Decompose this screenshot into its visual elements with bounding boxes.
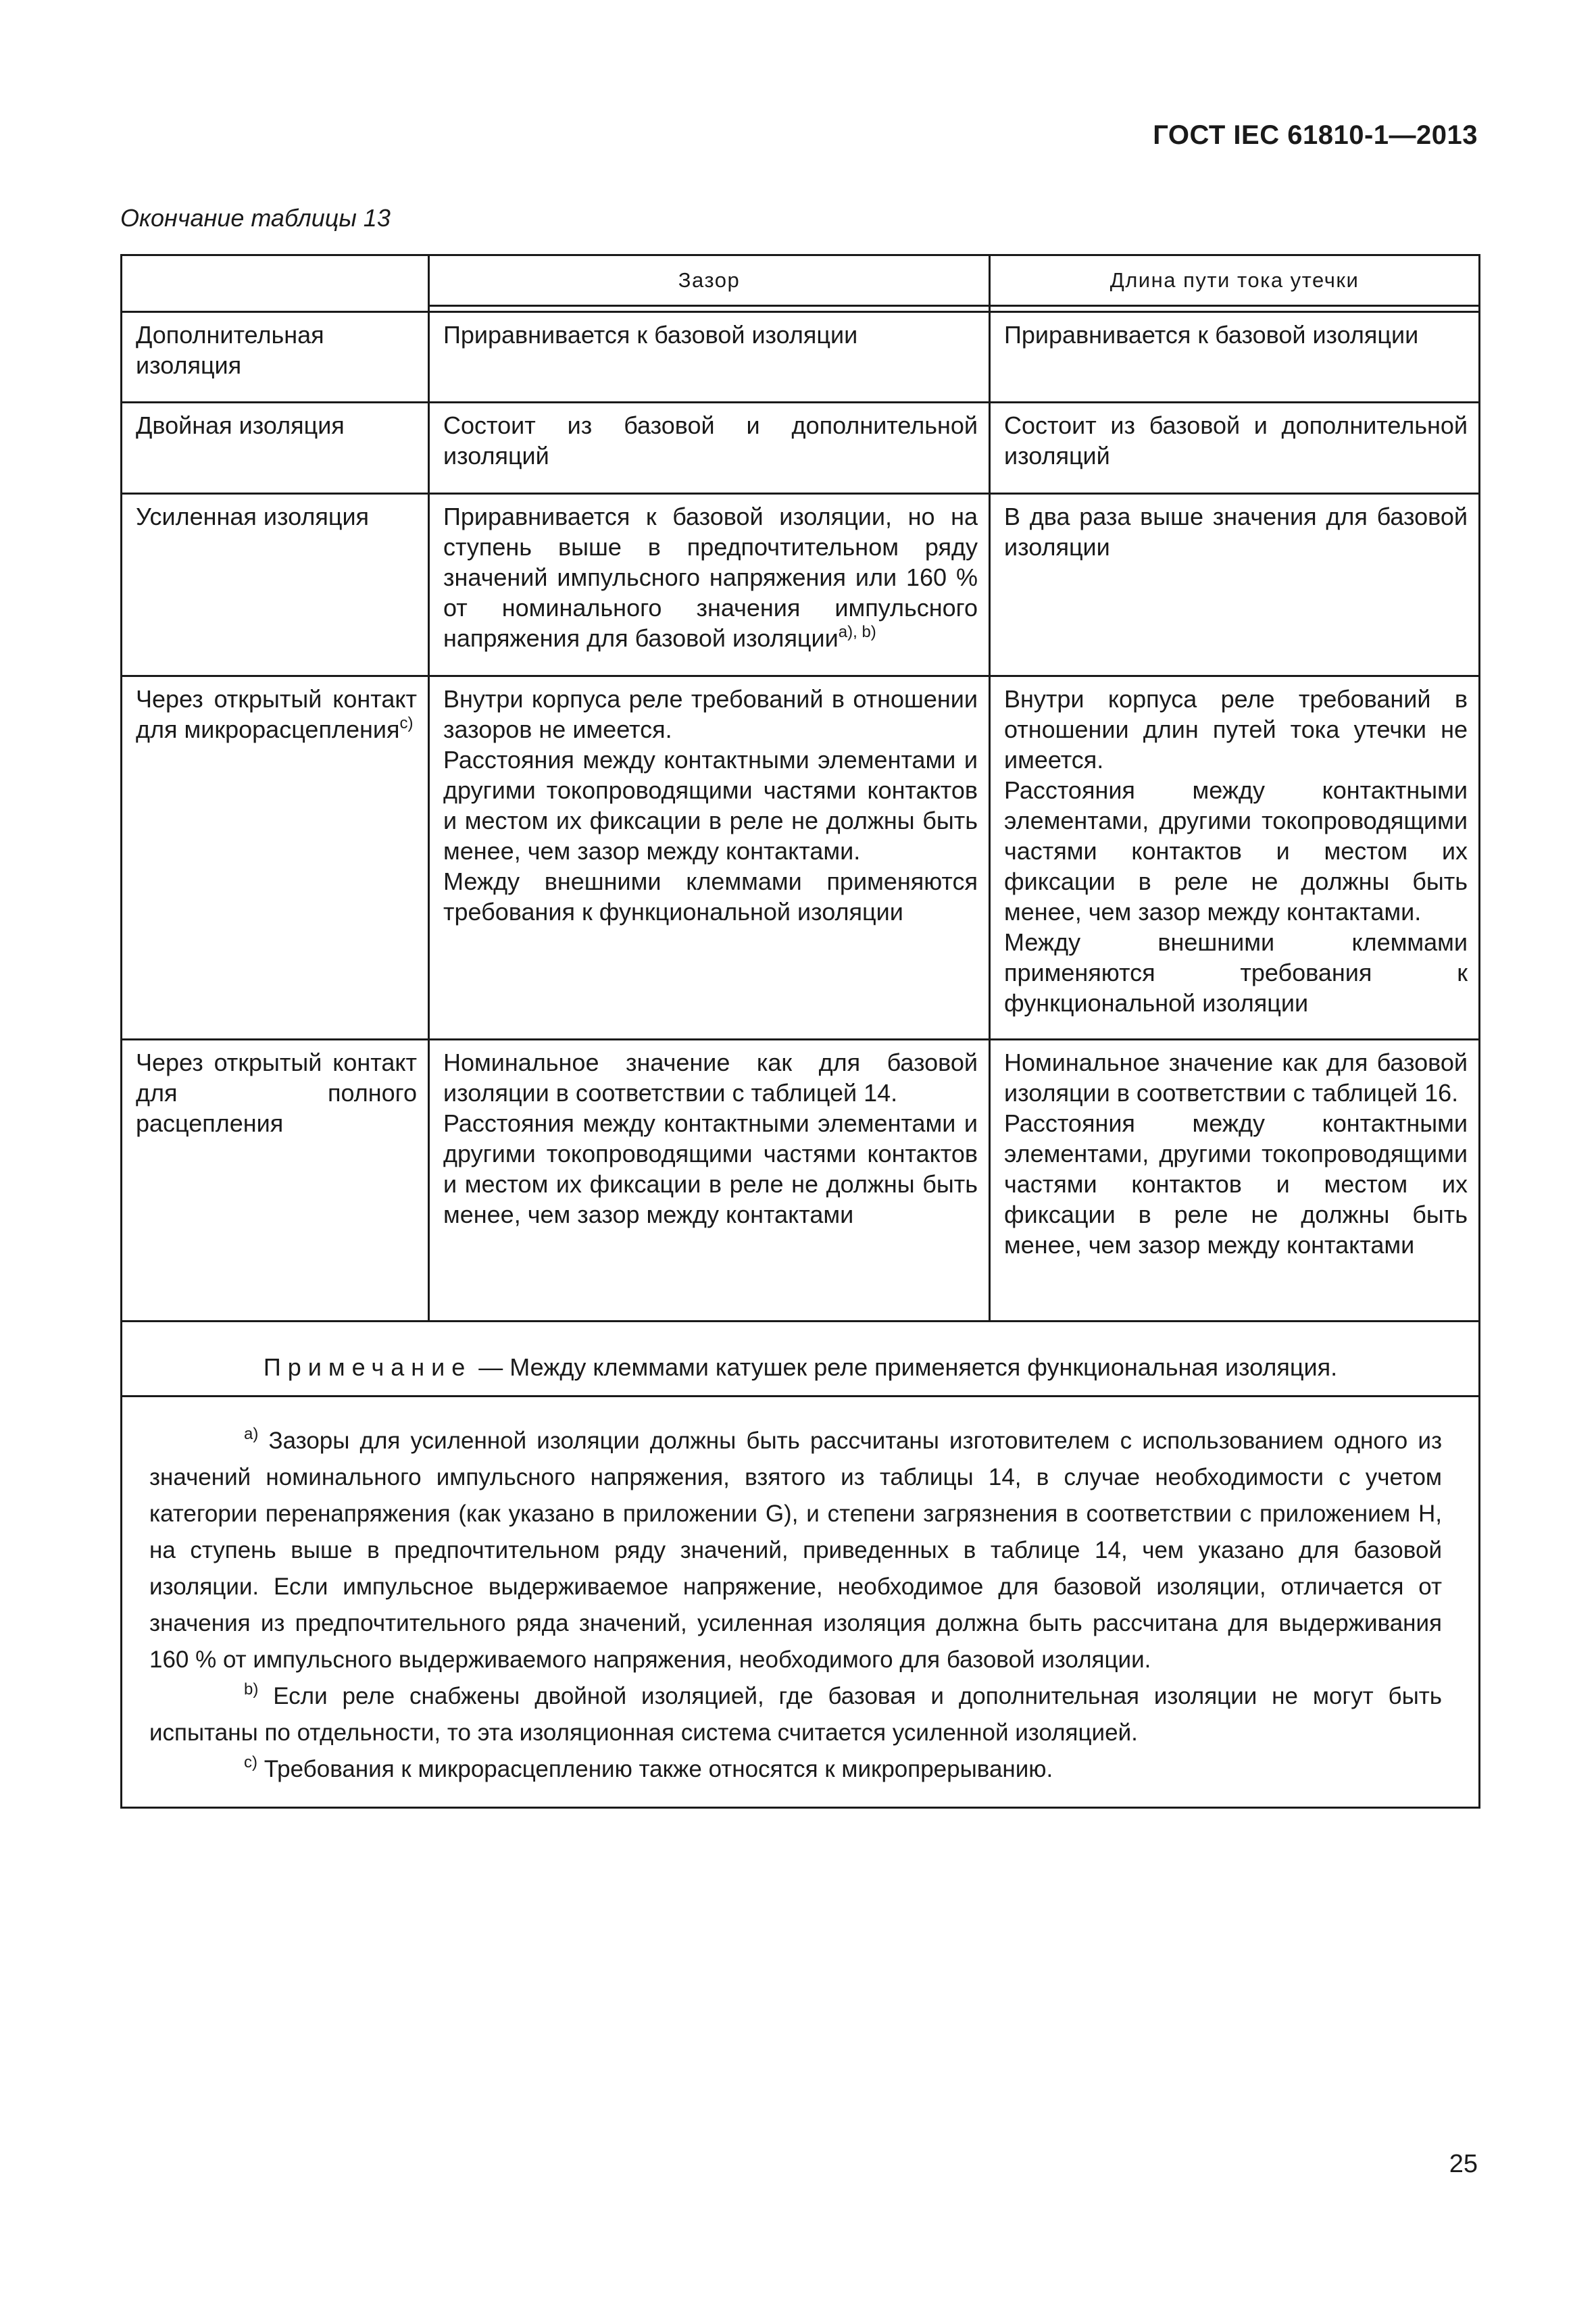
creepage-cell: [990, 676, 1480, 1040]
footnotes-cell: [122, 1397, 1480, 1808]
page-number: 25: [1449, 2150, 1478, 2178]
creepage-cell: Состоит из базовой и дополнительной изоляций: [990, 403, 1480, 494]
footnote-b: [149, 1678, 1442, 1751]
creepage-cell: В два раза выше значения для базовой изоляции: [990, 494, 1480, 676]
row-label: Дополнительная изоляция: [122, 312, 429, 403]
cell-paragraph: Расстояния между контактными элементами, другими токопроводящими частями контактов и местом их фиксации в реле не должны быть менее, чем зазор между контактами: [1004, 1109, 1468, 1259]
note-row: [122, 1322, 1480, 1397]
table-row: [122, 676, 1480, 1040]
cell-paragraph: Номинальное значение как для базовой изоляции в соответствии с таблицей 14.: [443, 1049, 978, 1107]
table-row: [122, 403, 1480, 494]
footnote-ref: a), b): [838, 623, 876, 641]
cell-paragraph: Внутри корпуса реле требований в отношении зазоров не имеется.: [443, 685, 978, 743]
footnote-text: Если реле снабжены двойной изоляцией, где базовая и дополнительная изоляции не могут быть испытаны по отдельности, то эта изоляционная система считается усиленной изоляцией.: [149, 1683, 1442, 1746]
header-clearance-label: Зазор: [678, 268, 741, 292]
table-header-row: [122, 255, 1480, 312]
clearance-cell: [429, 676, 990, 1040]
cell-paragraph: Расстояния между контактными элементами и другими токопроводящими частями контактов и местом их фиксации в реле не должны быть менее, чем зазор между контактами: [443, 1109, 978, 1228]
document-header: ГОСТ IEC 61810-1—2013: [1153, 120, 1478, 150]
footnote-mark: c): [244, 1753, 257, 1771]
footnote-c: [149, 1751, 1442, 1788]
header-cell-clearance: [429, 255, 990, 312]
row-label: Двойная изоляция: [122, 403, 429, 494]
row-label: Усиленная изоляция: [122, 494, 429, 676]
clearance-cell: Состоит из базовой и дополнительной изоляций: [429, 403, 990, 494]
footnote-ref: c): [399, 714, 414, 732]
header-cell-creepage: [990, 255, 1480, 312]
row-label-text: Через открытый контакт для микрорасцепления: [136, 685, 417, 743]
footnote-mark: a): [244, 1425, 259, 1443]
footnote-text: Требования к микрорасцеплению также относятся к микропрерыванию.: [257, 1756, 1053, 1782]
creepage-cell: Приравнивается к базовой изоляции: [990, 312, 1480, 403]
cell-paragraph: Расстояния между контактными элементами и другими токопроводящими частями контактов и местом их фиксации в реле не должны быть менее, чем зазор между контактами.: [443, 746, 978, 865]
table-row: [122, 312, 1480, 403]
cell-paragraph: Внутри корпуса реле требований в отношении длин путей тока утечки не имеется.: [1004, 685, 1468, 774]
note-text: — Между клеммами катушек реле применяется функциональная изоляция.: [472, 1353, 1338, 1381]
clearance-text: Приравнивается к базовой изоляции, но на ступень выше в предпочтительном ряду значений импульсного напряжения или 160 % от номинального значения импульсного напряжения для базовой изоляции: [443, 503, 978, 652]
table-row: [122, 494, 1480, 676]
header-creepage-label: Длина пути тока утечки: [1109, 268, 1360, 292]
note-prefix: Примечание: [263, 1353, 472, 1381]
insulation-table: [120, 254, 1480, 1809]
cell-paragraph: Номинальное значение как для базовой изоляции в соответствии с таблицей 16.: [1004, 1049, 1468, 1107]
table-caption: Окончание таблицы 13: [120, 204, 391, 232]
creepage-cell: [990, 1040, 1480, 1322]
header-cell-empty: [122, 255, 429, 312]
footnote-mark: b): [244, 1680, 259, 1699]
cell-paragraph: Между внешними клеммами применяются требования к функциональной изоляции: [1004, 928, 1468, 1017]
cell-paragraph: Расстояния между контактными элементами, другими токопроводящими частями контактов и местом их фиксации в реле не должны быть менее, чем зазор между контактами.: [1004, 776, 1468, 926]
footnote-text: Зазоры для усиленной изоляции должны быть рассчитаны изготовителем с использованием одного из значений номинального импульсного напряжения, взятого из таблицы 14, в случае необходимости с учетом категории перенапряжения (как указано в приложении G), и степени загрязнения в соответствии с приложением H, на ступень выше в предпочтительном ряду значений, приведенных в таблице 14, чем указано для базовой изоляции. Если импульсное выдерживаемое напряжение, необходимое для базовой изоляции, отличается от значения из предпочтительного ряда значений, усиленная изоляция должна быть рассчитана для выдерживания 160 % от импульсного выдерживаемого напряжения, необходимого для базовой изоляции.: [149, 1428, 1442, 1673]
footnotes-row: [122, 1397, 1480, 1808]
row-label: Через открытый контакт для полного расцепления: [122, 1040, 429, 1322]
cell-paragraph: Между внешними клеммами применяются требования к функциональной изоляции: [443, 867, 978, 926]
footnote-a: [149, 1423, 1442, 1678]
note-cell: [122, 1322, 1480, 1397]
table-row: [122, 1040, 1480, 1322]
row-label: [122, 676, 429, 1040]
clearance-cell: [429, 494, 990, 676]
clearance-cell: [429, 1040, 990, 1322]
clearance-cell: Приравнивается к базовой изоляции: [429, 312, 990, 403]
